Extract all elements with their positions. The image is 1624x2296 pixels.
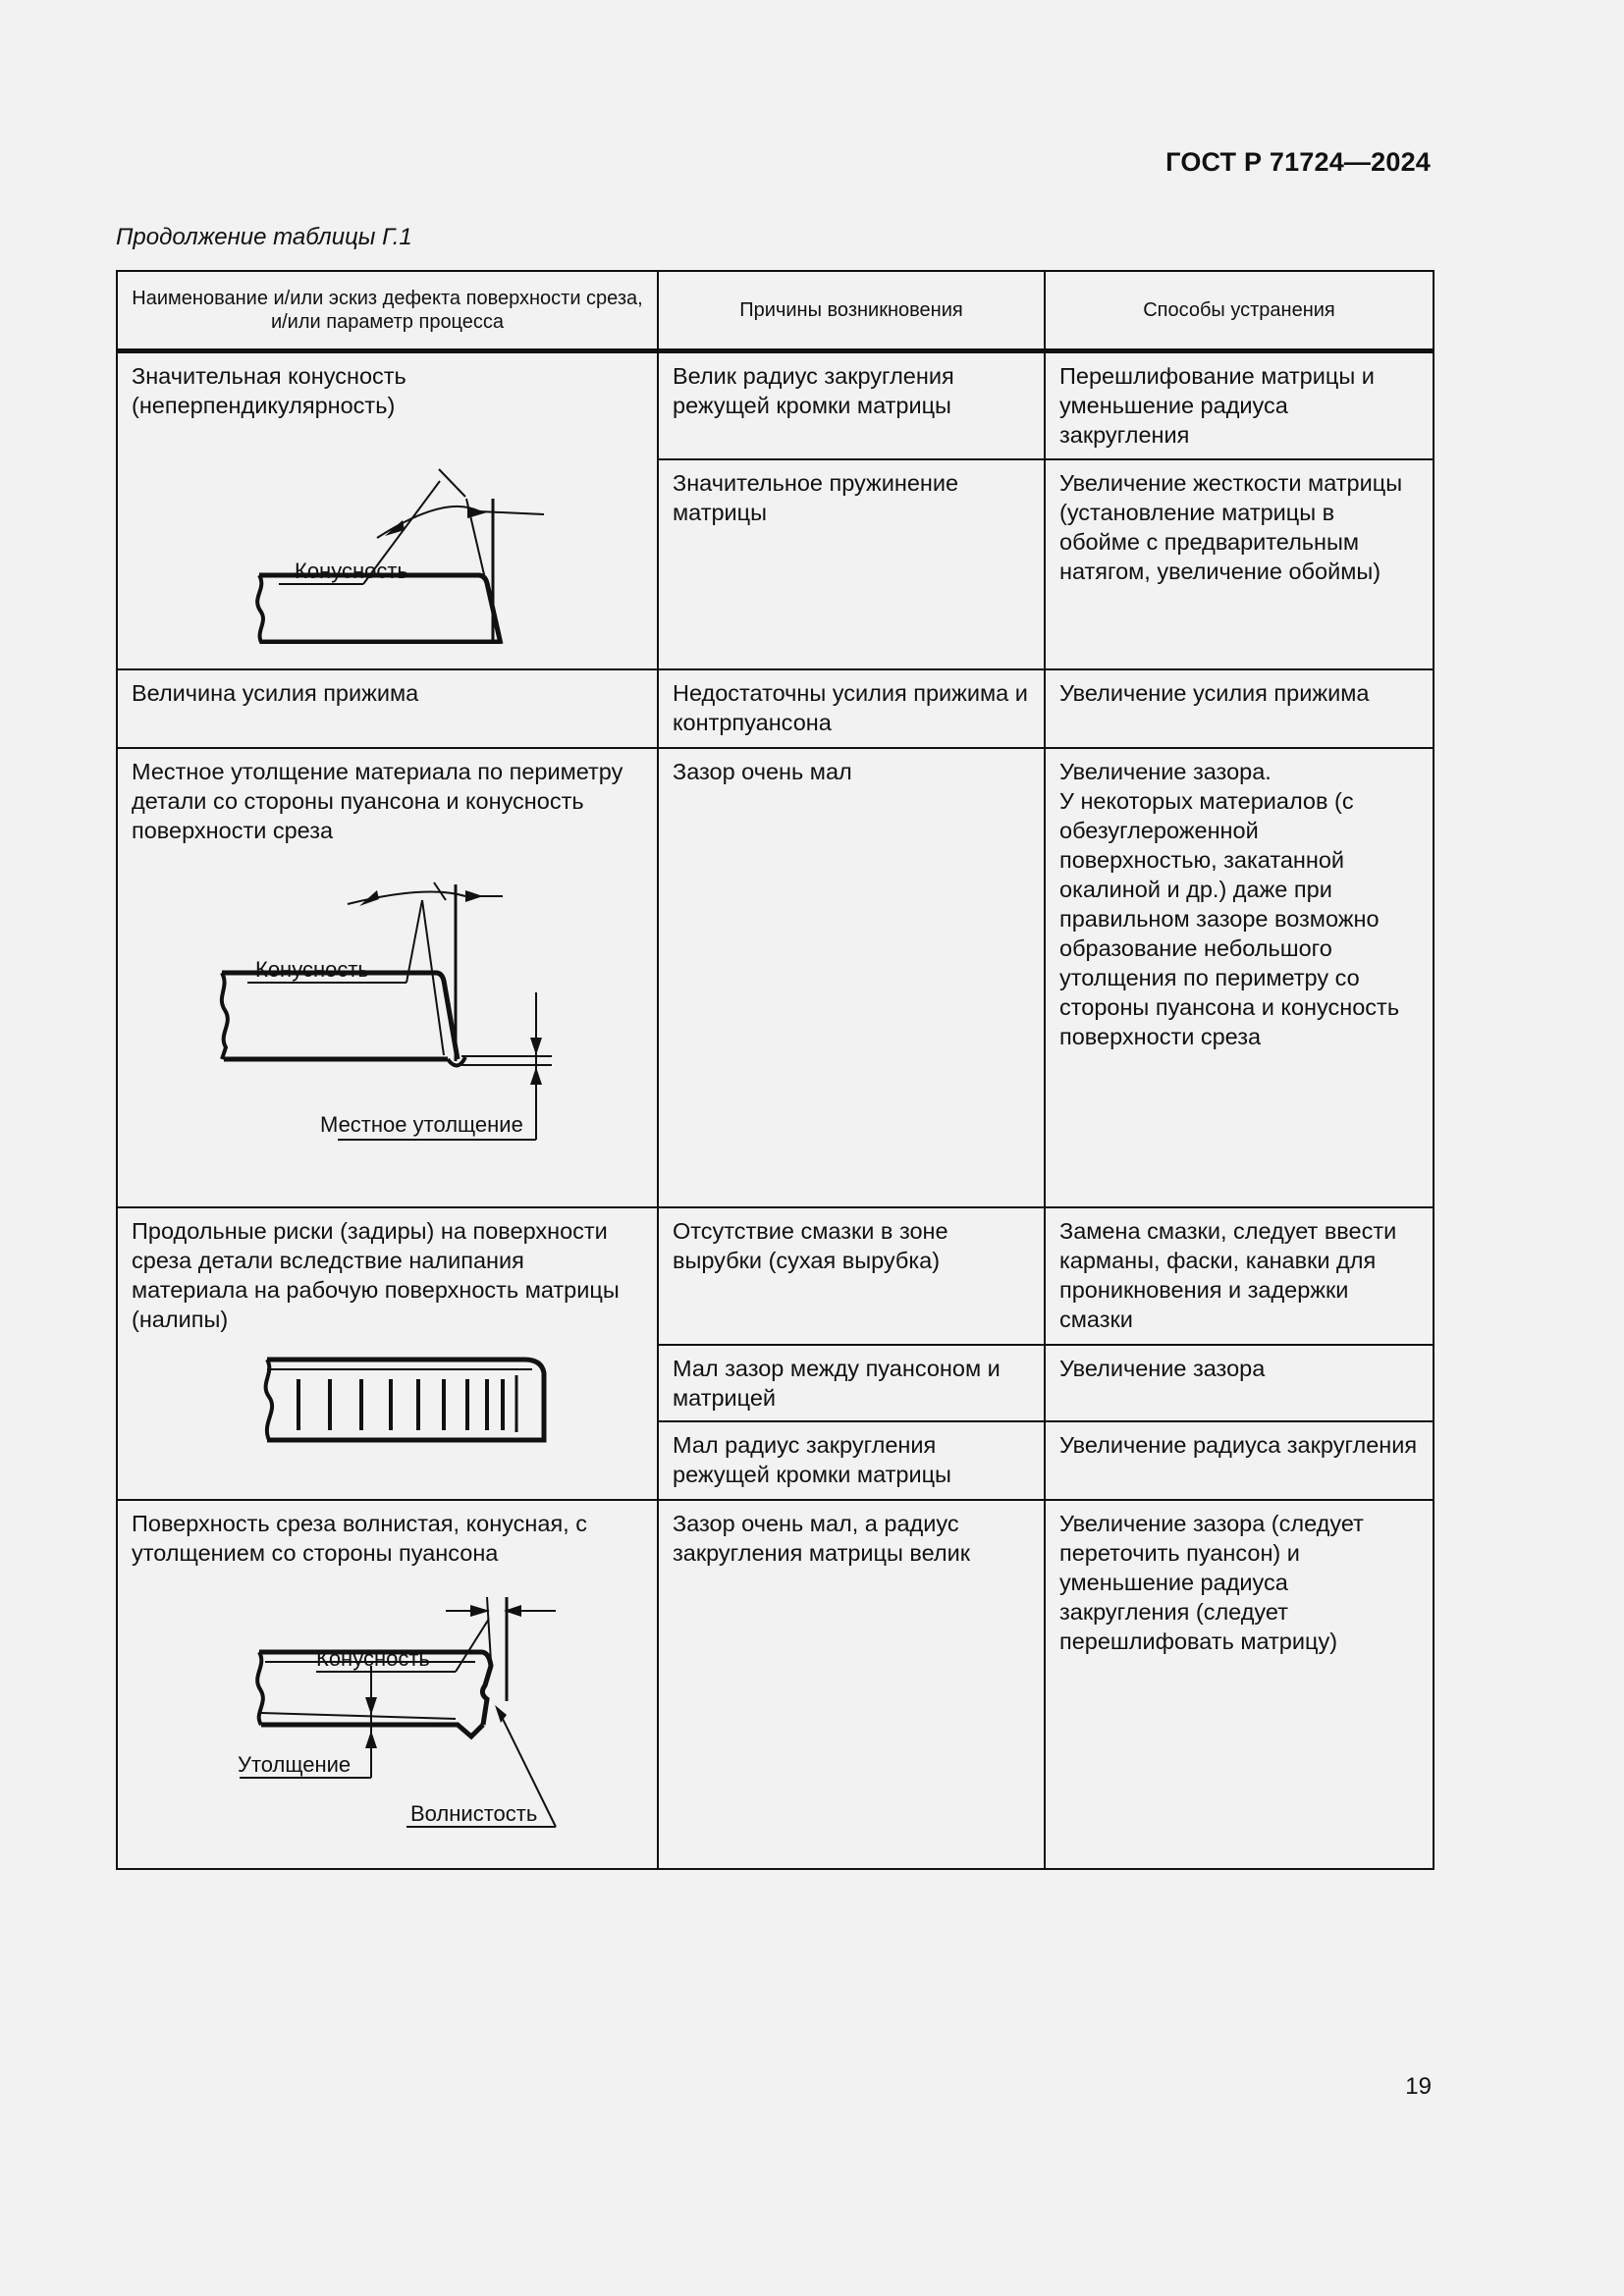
- sketch-label-local-thickening: Местное утолщение: [320, 1111, 523, 1137]
- table-row: [117, 351, 1434, 459]
- table-header-row: [117, 271, 1434, 351]
- defect-text: Местное утолщение материала по периметру детали со стороны пуансона и конусность поверхности среза: [132, 758, 623, 843]
- sketch-label-taper: Конусность: [255, 956, 369, 982]
- document-code: ГОСТ Р 71724—2024: [1165, 147, 1431, 177]
- remedy-cell: Увеличение зазора. У некоторых материалов (с обезуглероженной поверхностью, закатанной окалиной и др.) даже при правильном зазоре возможно образование небольшого утолщения по периметру со стороны пуансона и конусность поверхности среза: [1045, 748, 1434, 1207]
- table-row: [117, 748, 1434, 1207]
- table-row: [117, 1500, 1434, 1869]
- remedy-cell: Увеличение зазора: [1045, 1345, 1434, 1421]
- column-header-causes: Причины возникновения: [658, 271, 1045, 351]
- sketch-label-taper: Конусность: [295, 559, 408, 583]
- cause-cell: Значительное пружинение матрицы: [658, 459, 1045, 669]
- defect-cell: [117, 748, 658, 1207]
- remedy-cell: Увеличение зазора (следует переточить пуансон) и уменьшение радиуса закругления (следует перешлифовать матрицу): [1045, 1500, 1434, 1869]
- page-number: 19: [1405, 2073, 1432, 2100]
- remedy-cell: Перешлифование матрицы и уменьшение радиуса закругления: [1045, 351, 1434, 459]
- table-row: [117, 1207, 1434, 1345]
- cause-cell: Отсутствие смазки в зоне вырубки (сухая вырубка): [658, 1207, 1045, 1345]
- sketch-label-thickening: Утолщение: [238, 1751, 352, 1777]
- score-marks-sketch: [132, 1334, 646, 1452]
- cause-cell: Недостаточны усилия прижима и контрпуансона: [658, 669, 1045, 748]
- defects-table: [116, 270, 1435, 1870]
- wavy-surface-sketch: [132, 1568, 646, 1862]
- cause-cell: Мал радиус закругления режущей кромки матрицы: [658, 1421, 1045, 1500]
- sketch-label-waviness: Волнистость: [410, 1800, 538, 1826]
- cause-cell: Мал зазор между пуансоном и матрицей: [658, 1345, 1045, 1421]
- table-continuation-caption: Продолжение таблицы Г.1: [116, 224, 412, 250]
- cause-cell: Велик радиус закругления режущей кромки матрицы: [658, 351, 1045, 459]
- sketch-label-taper: Конусность: [316, 1645, 430, 1671]
- taper-sketch: [132, 420, 646, 644]
- remedy-cell: Увеличение радиуса закругления: [1045, 1421, 1434, 1500]
- defect-cell: [117, 1500, 658, 1869]
- defect-cell: [117, 351, 658, 669]
- defect-text: Поверхность среза волнистая, конусная, с утолщением со стороны пуансона: [132, 1510, 587, 1566]
- column-header-defect: Наименование и/или эскиз дефекта поверхности среза, и/или параметр процесса: [117, 271, 658, 351]
- remedy-cell: Увеличение жесткости матрицы (установление матрицы в обойме с предварительным натягом, увеличение обоймы): [1045, 459, 1434, 669]
- defect-text: Значительная конусность (неперпендикулярность): [132, 363, 406, 418]
- defect-text: Продольные риски (задиры) на поверхности среза детали вследствие налипания материала на рабочую поверхность матрицы (налипы): [132, 1217, 620, 1332]
- defect-cell: Величина усилия прижима: [117, 669, 658, 748]
- defect-cell: [117, 1207, 658, 1500]
- column-header-remedies: Способы устранения: [1045, 271, 1434, 351]
- local-thickening-sketch: [132, 845, 646, 1184]
- remedy-cell: Замена смазки, следует ввести карманы, фаски, канавки для проникновения и задержки смазки: [1045, 1207, 1434, 1345]
- cause-cell: Зазор очень мал: [658, 748, 1045, 1207]
- cause-cell: Зазор очень мал, а радиус закругления матрицы велик: [658, 1500, 1045, 1869]
- remedy-cell: Увеличение усилия прижима: [1045, 669, 1434, 748]
- table-row: [117, 669, 1434, 748]
